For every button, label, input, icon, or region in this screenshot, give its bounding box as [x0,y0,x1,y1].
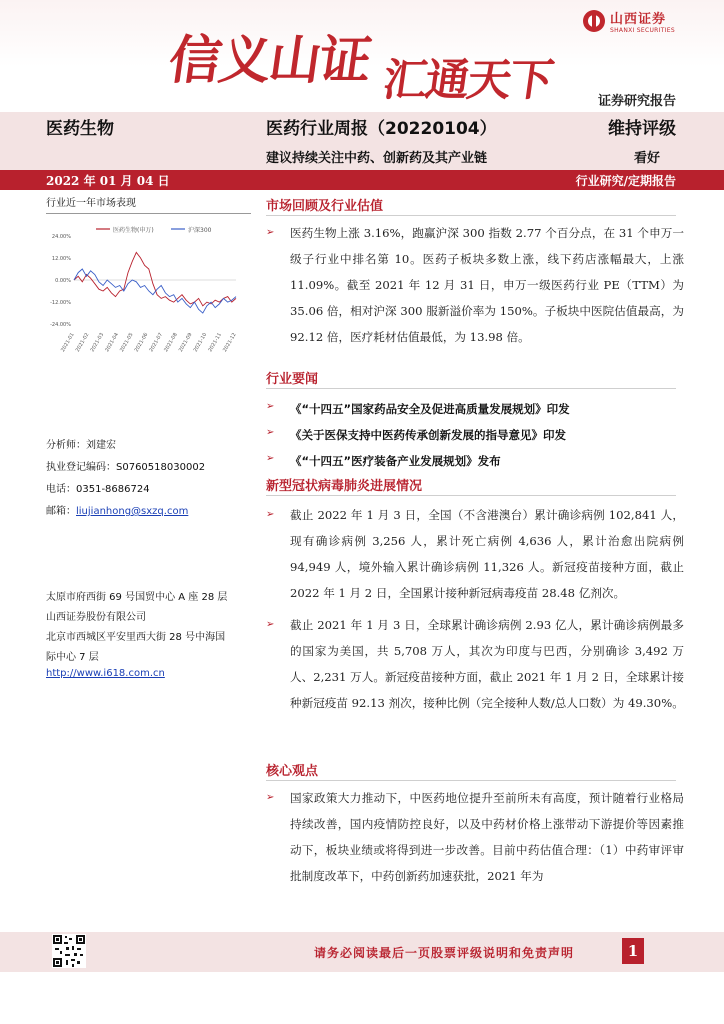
email-link[interactable]: liujianhong@sxzq.com [76,506,189,517]
arrow-bullet-icon: ➢ [266,227,275,238]
section-divider [266,495,676,496]
section-title-covid: 新型冠状病毒肺炎进展情况 [266,479,423,494]
report-subtitle: 建议持续关注中药、创新药及其产业链 [266,151,488,166]
x-tick-label: 2021-02 [74,332,91,354]
logo-name-en: SHANXI SECURITIES [610,27,675,34]
x-tick-label: 2021-04 [104,332,120,354]
rating-label: 维持评级 [608,119,676,139]
news-item: ➢ 《关于医保支持中医药传承创新发展的指导意见》印发 [266,427,566,442]
slogan-calligraphy-1: 信义山证 [165,30,374,91]
chart-title: 行业近一年市场表现 [46,194,251,214]
website-link[interactable]: http://www.i618.com.cn [46,668,165,679]
arrow-bullet-icon: ➢ [266,453,275,464]
section-divider [266,215,676,216]
market-performance-chart [46,214,251,374]
market-paragraph: ➢ 医药生物上涨 3.16%，跑赢沪深 300 指数 2.77 个百分点，在 31 个申万一级子行业中排名第 10。医药子板块多数上涨，线下药店涨幅最大，上涨 11.09%。截至 2021 年 12 月 31 日，申万一级医药行业 PE（TTM）为 35.06 倍，相对沪深 300 服新溢价率为 150%。子板块中医院估值最高，为 92.12 倍，医疗耗材估值最低，为 13.98 倍。 [266,220,684,350]
qr-code-icon[interactable] [52,934,86,968]
x-tick-label: 2021-06 [133,332,150,354]
section-title-core: 核心观点 [266,764,319,779]
x-tick-label: 2021-12 [222,332,238,354]
x-tick-label: 2021-05 [118,332,135,354]
address-line-1a: 太原市府西街 69 号国贸中心 A 座 28 层 [46,592,228,603]
license-number: 执业登记编码：S0760518030002 [46,462,206,473]
rating-value: 看好 [633,151,660,166]
series-line [74,269,236,313]
page-number: 1 [622,938,644,964]
section-title-market: 市场回顾及行业估值 [266,199,384,214]
logo-icon [583,10,605,32]
email-row [46,502,188,517]
y-tick-label: -12.00% [50,300,71,307]
legend-label: 沪深300 [188,227,212,234]
series-line [74,252,236,305]
report-category: 行业研究/定期报告 [575,174,676,188]
news-item: ➢ 《“十四五”医疗装备产业发展规划》发布 [266,453,501,468]
section-divider [266,780,676,781]
phone-number: 电话：0351-8686724 [46,484,150,495]
arrow-bullet-icon: ➢ [266,401,275,412]
covid-paragraph-domestic: ➢ 截止 2022 年 1 月 3 日，全国（不含港澳台）累计确诊病例 102,841 人，现有确诊病例 3,256 人，累计死亡病例 4,636 人，累计治愈出院病例 94,949 人，境外输入累计确诊病例 11,326 人。新冠疫苗接种方面，截止 2022 年 1 月 2 日，全国累计接种新冠病毒疫苗 28.48 亿剂次。 [266,502,684,606]
legend-label: 医药生物(申万) [113,227,154,234]
analyst-name: 分析师：刘建宏 [46,440,116,451]
section-divider [266,388,676,389]
y-tick-label: 24.00% [51,233,71,240]
covid-paragraph-global: ➢ 截止 2021 年 1 月 3 日，全球累计确诊病例 2.93 亿人，累计确诊病例最多的国家为美国，共 5,708 万人，其次为印度与巴西，分别确诊 3,492 万人、2,231 万人。新冠疫苗接种方面，截止 2021 年 1 月 2 日，全球累计接种新冠疫苗 92.13 剂次，接种比例（完全接种人数/总人口数）为 49.30%。 [266,612,684,716]
report-type: 证券研究报告 [597,94,676,109]
report-date: 2022 年 01 月 04 日 [46,174,170,188]
report-title: 医药行业周报（20220104） [266,119,497,139]
x-tick-label: 2021-10 [192,332,209,354]
x-tick-label: 2021-03 [89,332,106,354]
website-row [46,668,165,679]
arrow-bullet-icon: ➢ [266,619,275,630]
address-line-2b: 际中心 7 层 [46,652,99,663]
top-banner [0,0,724,112]
address-line-2a: 北京市西城区平安里西大街 28 号中海国 [46,632,226,643]
disclaimer-text: 请务必阅读最后一页股票评级说明和免责声明 [314,946,575,960]
address-line-1b: 山西证券股份有限公司 [46,612,146,623]
x-tick-label: 2021-09 [177,332,194,354]
news-item: ➢ 《“十四五”国家药品安全及促进高质量发展规划》印发 [266,401,570,416]
x-tick-label: 2021-11 [207,332,224,354]
arrow-bullet-icon: ➢ [266,509,275,520]
x-tick-label: 2021-01 [60,332,76,354]
y-tick-label: 12.00% [51,255,71,262]
x-tick-label: 2021-07 [148,332,165,354]
core-paragraph: ➢ 国家政策大力推动下，中医药地位提升至前所未有高度，预计随着行业格局持续改善，国内疫情防控良好，以及中药材价格上涨带动下游提价等因素推动下，板块业绩或将得到进一步改善。目前中药估值合理：（1）中药审评审批制度改革下，中药创新药加速获批，2021 年为 [266,785,684,889]
y-tick-label: -24.00% [50,322,71,329]
section-title-news: 行业要闻 [266,372,319,387]
company-logo [583,8,675,34]
chart-svg [46,214,251,374]
x-tick-label: 2021-08 [163,332,179,354]
arrow-bullet-icon: ➢ [266,792,275,803]
arrow-bullet-icon: ➢ [266,427,275,438]
slogan-calligraphy-2: 汇通天下 [379,55,555,106]
sector-name: 医药生物 [46,119,114,139]
y-tick-label: 0.00% [55,278,71,284]
email-label: 邮箱： [46,506,76,517]
logo-name-cn: 山西证券 [610,12,667,27]
